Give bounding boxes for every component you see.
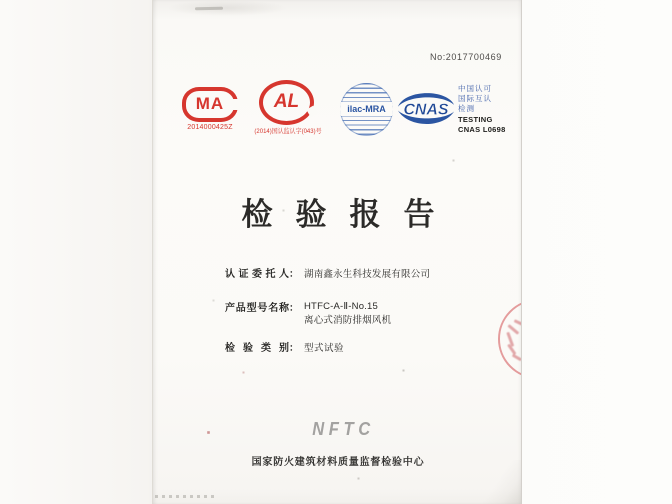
scan-artifact — [195, 7, 223, 10]
scan-artifact — [167, 0, 287, 16]
report-title: 检验报告 — [241, 197, 458, 232]
cma-letters: MA — [195, 94, 225, 113]
field-value-stack — [304, 299, 391, 328]
field-value: 型式试验 — [304, 342, 345, 354]
field-row-test-type — [225, 339, 344, 354]
field-label: 认证委托人 — [225, 269, 289, 280]
scan-artifact — [153, 0, 154, 1]
report-number: No:2017700469 — [430, 52, 502, 62]
red-seal-stamp-icon — [498, 299, 522, 379]
cal-letters: AL — [273, 90, 300, 112]
cma-cert-number: 2014000425Z — [187, 124, 233, 131]
field-value: 湖南鑫永生科技发展有限公司 — [304, 268, 431, 280]
field-row-applicant — [225, 265, 430, 280]
field-colon: ： — [289, 303, 299, 314]
cnas-swoosh-icon — [396, 88, 456, 128]
cnas-swoosh-svg — [396, 88, 456, 127]
cal-mark-icon — [259, 80, 314, 125]
cnas-line-number: CNAS L0698 — [458, 124, 506, 134]
cnas-line-testing: TESTING — [458, 114, 493, 124]
scan-artifact — [155, 495, 215, 498]
inspection-center-name: 国家防火建筑材料质量监督检验中心 — [251, 457, 425, 468]
cnas-line-zh3: 检测 — [458, 104, 475, 114]
field-row-product-model — [225, 299, 391, 328]
report-page — [152, 0, 522, 504]
cnas-letters: CNAS — [403, 101, 449, 119]
ilac-mra-label: ilac-MRA — [340, 102, 393, 116]
ilac-mra-globe-icon — [340, 83, 393, 136]
field-value-line2: 离心式消防排烟风机 — [304, 315, 392, 326]
field-colon: ： — [289, 343, 299, 354]
cnas-line-zh1: 中国认可 — [458, 84, 492, 93]
field-label: 产品型号名称 — [225, 303, 289, 314]
certification-marks-row — [153, 78, 522, 144]
nftc-logo: NFTC — [312, 419, 375, 439]
cma-mark-icon — [182, 87, 238, 122]
cnas-line-zh2: 国际互认 — [458, 94, 492, 104]
cnas-accreditation-text — [458, 84, 506, 135]
field-value: HTFC-A-Ⅱ-No.15 — [304, 300, 378, 312]
cal-cert-number: (2014)国认监认字(043)号 — [254, 128, 322, 135]
field-label: 检验类别 — [225, 343, 289, 354]
field-colon: ： — [289, 269, 299, 280]
scan-artifact — [477, 460, 522, 504]
